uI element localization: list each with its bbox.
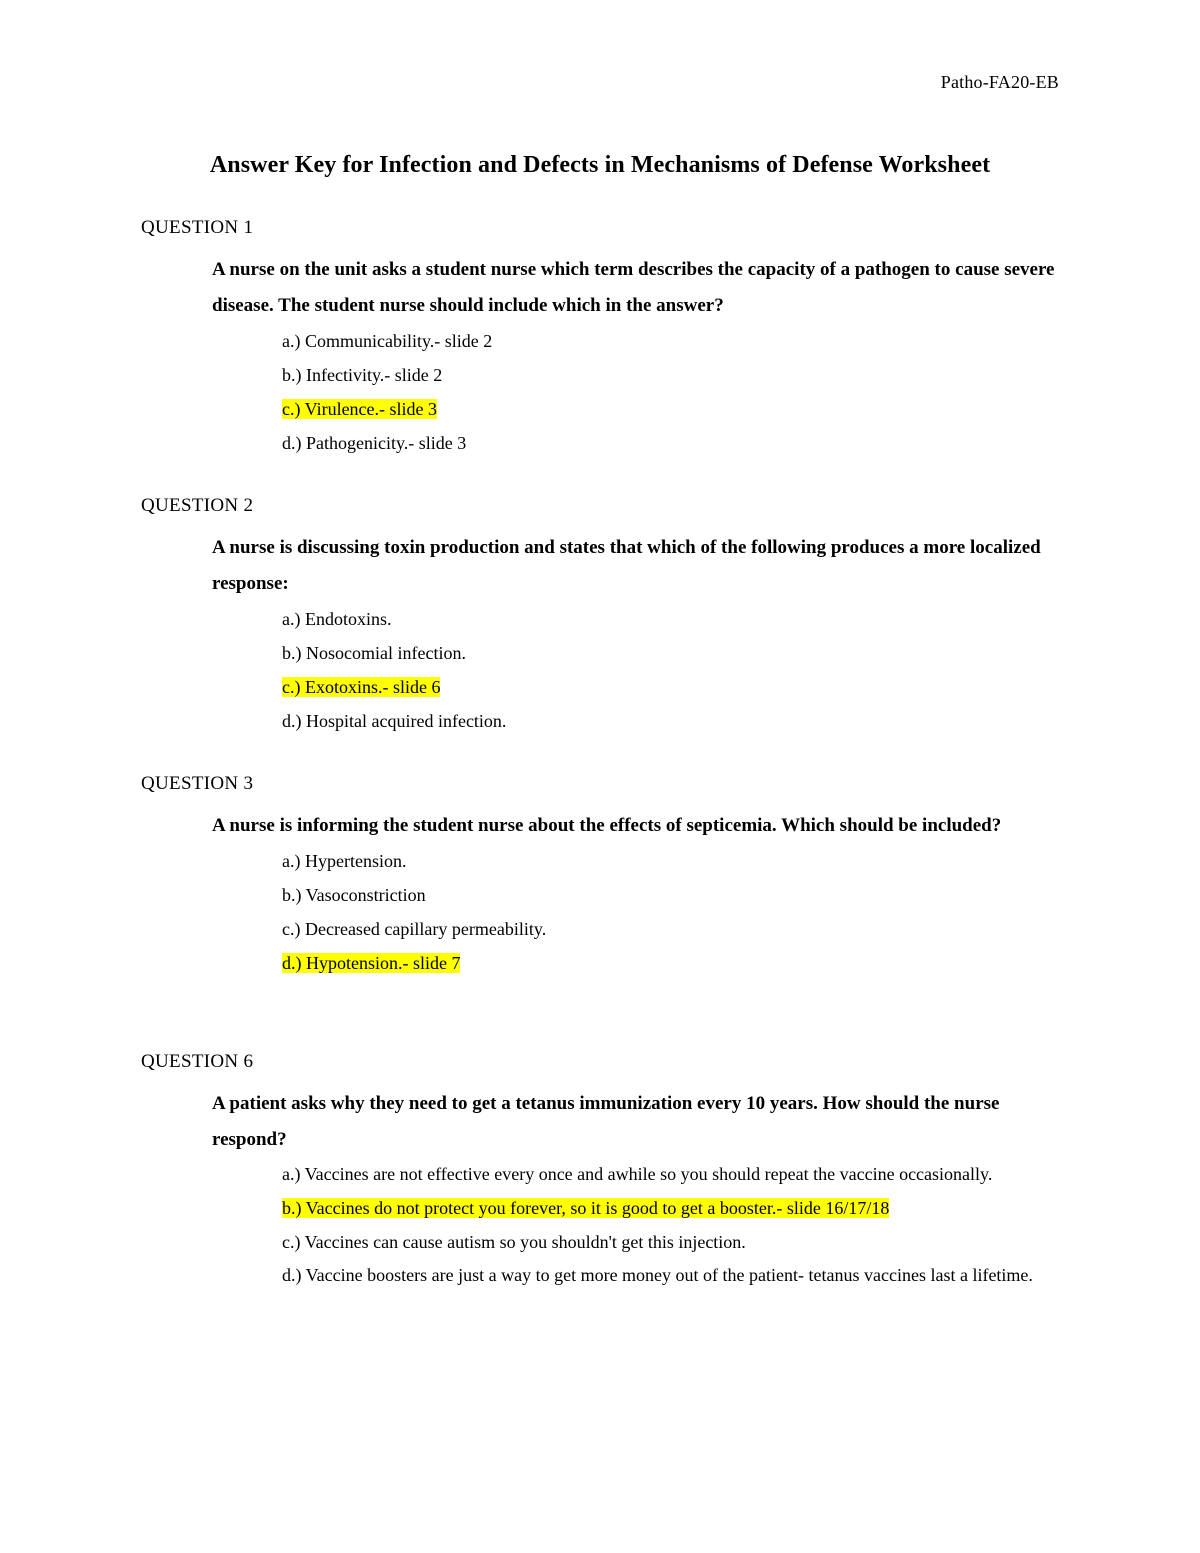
question-text: A nurse on the unit asks a student nurse which term describes the capacity of a pathogen to cause severe disease. The student nurse should include which in the answer?: [212, 259, 1055, 316]
answer-option-correct: [282, 1191, 1042, 1225]
answer-option: a.) Vaccines are not effective every once and awhile so you should repeat the vaccine occasionally.: [282, 1164, 993, 1184]
answer-options: [282, 844, 1042, 980]
page-title: Answer Key for Infection and Defects in Mechanisms of Defense Worksheet: [209, 152, 991, 178]
answer-option: c.) Decreased capillary permeability.: [282, 919, 547, 939]
question-label: QUESTION 2: [141, 495, 254, 516]
question-label: QUESTION 1: [141, 217, 254, 238]
answer-option: a.) Hypertension.: [282, 851, 407, 871]
correct-answer-highlight: c.) Virulence.- slide 3: [282, 399, 438, 419]
question-text: A patient asks why they need to get a tetanus immunization every 10 years. How should the nurse respond?: [212, 1093, 1000, 1150]
answer-option-correct: [282, 670, 1042, 704]
question-text: A nurse is discussing toxin production and states that which of the following produces a more localized response:: [212, 537, 1041, 594]
document-header-code: Patho-FA20-EB: [940, 72, 1059, 92]
answer-option: d.) Vaccine boosters are just a way to get more money out of the patient- tetanus vaccines last a lifetime.: [282, 1265, 1033, 1285]
question-block: [141, 492, 1061, 738]
question-block: [141, 1048, 1061, 1292]
correct-answer-highlight: c.) Exotoxins.- slide 6: [282, 677, 441, 697]
question-text: A nurse is informing the student nurse about the effects of septicemia. Which should be included?: [212, 815, 1002, 836]
answer-options: [282, 1158, 1042, 1292]
answer-option: d.) Hospital acquired infection.: [282, 711, 507, 731]
correct-answer-highlight: b.) Vaccines do not protect you forever, so it is good to get a booster.- slide 16/17/18: [282, 1198, 890, 1218]
answer-options: [282, 602, 1042, 738]
answer-option: a.) Communicability.- slide 2: [282, 331, 493, 351]
answer-option: b.) Nosocomial infection.: [282, 643, 466, 663]
answer-options: [282, 324, 1042, 460]
answer-option: d.) Pathogenicity.- slide 3: [282, 433, 467, 453]
correct-answer-highlight: d.) Hypotension.- slide 7: [282, 953, 461, 973]
question-block: [141, 214, 1061, 460]
question-label: QUESTION 6: [141, 1051, 254, 1072]
question-block: [141, 770, 1061, 980]
answer-option-correct: [282, 392, 1042, 426]
answer-option: a.) Endotoxins.: [282, 609, 392, 629]
answer-option: b.) Infectivity.- slide 2: [282, 365, 443, 385]
answer-option: b.) Vasoconstriction: [282, 885, 426, 905]
answer-option-correct: [282, 946, 1042, 980]
question-label: QUESTION 3: [141, 773, 254, 794]
answer-option: c.) Vaccines can cause autism so you shouldn't get this injection.: [282, 1232, 746, 1252]
